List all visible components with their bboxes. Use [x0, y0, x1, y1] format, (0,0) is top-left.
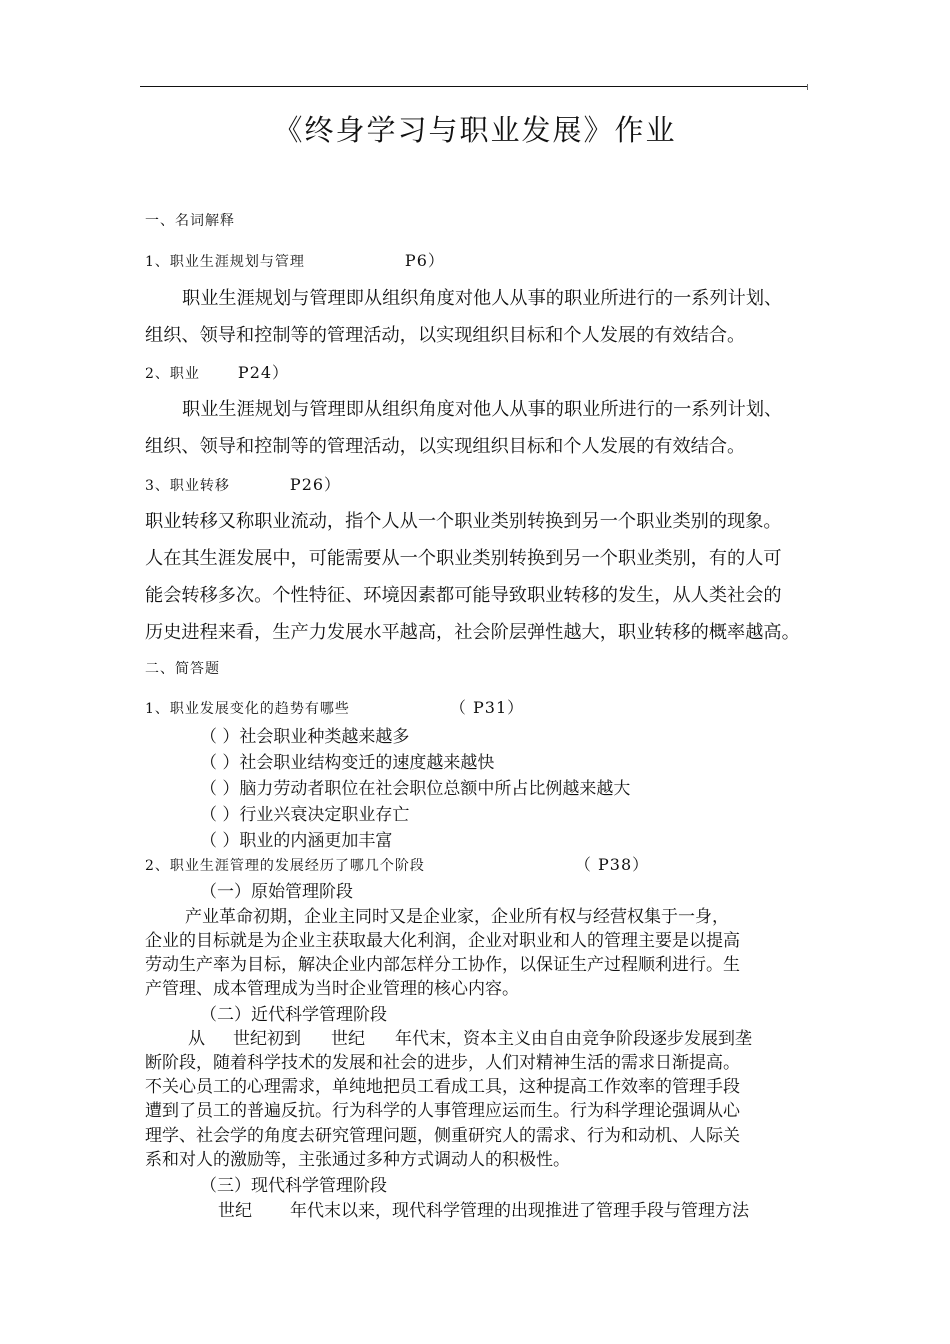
page-ref: （ P31）	[449, 698, 525, 717]
document-title: 《终身学习与职业发展》作业	[273, 113, 677, 147]
text-fragment: 从	[188, 1029, 205, 1049]
text-fragment: 世纪	[218, 1201, 252, 1221]
question-text: 1、职业生涯规划与管理	[145, 254, 305, 270]
question-text: 2、职业	[145, 366, 200, 382]
paragraph-line: 职业生涯规划与管理即从组织角度对他人从事的职业所进行的一系列计划、	[182, 399, 783, 420]
header-rule	[140, 86, 808, 87]
paragraph-line: 职业转移又称职业流动，指个人从一个职业类别转换到另一个职业类别的现象。	[145, 511, 782, 532]
stage-title: （三）现代科学管理阶段	[200, 1176, 387, 1196]
question-label	[145, 248, 445, 271]
page-ref: P24）	[237, 363, 290, 382]
section-heading: 二、简答题	[145, 661, 220, 677]
list-item: （ ）职业的内涵更加丰富	[200, 831, 393, 851]
paragraph-line: 职业生涯规划与管理即从组织角度对他人从事的职业所进行的一系列计划、	[182, 288, 783, 309]
paragraph-line: 产业革命初期，企业主同时又是企业家，企业所有权与经营权集于一身，	[185, 907, 729, 927]
paragraph-line: 能会转移多次。个性特征、环境因素都可能导致职业转移的发生，从人类社会的	[145, 585, 782, 606]
paragraph-line: 遭到了员工的普遍反抗。行为科学的人事管理应运而生。行为科学理论强调从心	[145, 1101, 740, 1121]
question-label	[145, 472, 341, 495]
list-item: （ ）脑力劳动者职位在社会职位总额中所占比例越来越大	[200, 779, 631, 799]
paragraph-line: 产管理、成本管理成为当时企业管理的核心内容。	[145, 979, 519, 999]
paragraph-line: 组织、领导和控制等的管理活动，以实现组织目标和个人发展的有效结合。	[145, 325, 746, 346]
list-item: （ ）行业兴衰决定职业存亡	[200, 805, 410, 825]
paragraph-line	[218, 1196, 749, 1221]
paragraph-line	[188, 1024, 752, 1049]
paragraph-line: 不关心员工的心理需求，单纯地把员工看成工具，这种提高工作效率的管理手段	[145, 1077, 740, 1097]
list-item: （ ）社会职业结构变迁的速度越来越快	[200, 753, 495, 773]
paragraph-line: 断阶段，随着科学技术的发展和社会的进步，人们对精神生活的需求日渐提高。	[145, 1053, 740, 1073]
text-fragment: 年代末以来，现代科学管理的出现推进了管理手段与管理方法	[290, 1201, 749, 1221]
text-fragment: 世纪	[331, 1029, 365, 1049]
stage-title: （二）近代科学管理阶段	[200, 1005, 387, 1025]
section-heading: 一、名词解释	[145, 213, 235, 229]
question-text: 2、职业生涯管理的发展经历了哪几个阶段	[145, 858, 425, 874]
header-rule-mark	[807, 84, 808, 90]
paragraph-line: 企业的目标就是为企业主获取最大化利润，企业对职业和人的管理主要是以提高	[145, 931, 740, 951]
list-item: （ ）社会职业种类越来越多	[200, 727, 410, 747]
question-label	[145, 695, 524, 718]
text-fragment: 世纪初到	[233, 1029, 301, 1049]
paragraph-line: 劳动生产率为目标，解决企业内部怎样分工协作，以保证生产过程顺利进行。生	[145, 955, 740, 975]
page-ref: （ P38）	[574, 855, 650, 874]
question-label	[145, 852, 649, 875]
paragraph-line: 人在其生涯发展中，可能需要从一个职业类别转换到另一个职业类别，有的人可	[145, 548, 782, 569]
question-text: 1、职业发展变化的趋势有哪些	[145, 701, 350, 717]
text-fragment: 年代末，资本主义由自由竞争阶段逐步发展到垄	[395, 1029, 752, 1049]
paragraph-line: 系和对人的激励等，主张通过多种方式调动人的积极性。	[145, 1150, 570, 1170]
question-text: 3、职业转移	[145, 478, 230, 494]
page-ref: P6）	[404, 251, 445, 270]
paragraph-line: 组织、领导和控制等的管理活动，以实现组织目标和个人发展的有效结合。	[145, 436, 746, 457]
page-ref: P26）	[289, 475, 342, 494]
paragraph-line: 历史进程来看，生产力发展水平越高，社会阶层弹性越大，职业转移的概率越高。	[145, 622, 800, 643]
question-label	[145, 360, 289, 383]
paragraph-line: 理学、社会学的角度去研究管理问题，侧重研究人的需求、行为和动机、人际关	[145, 1126, 740, 1146]
stage-title: （一）原始管理阶段	[200, 882, 353, 902]
